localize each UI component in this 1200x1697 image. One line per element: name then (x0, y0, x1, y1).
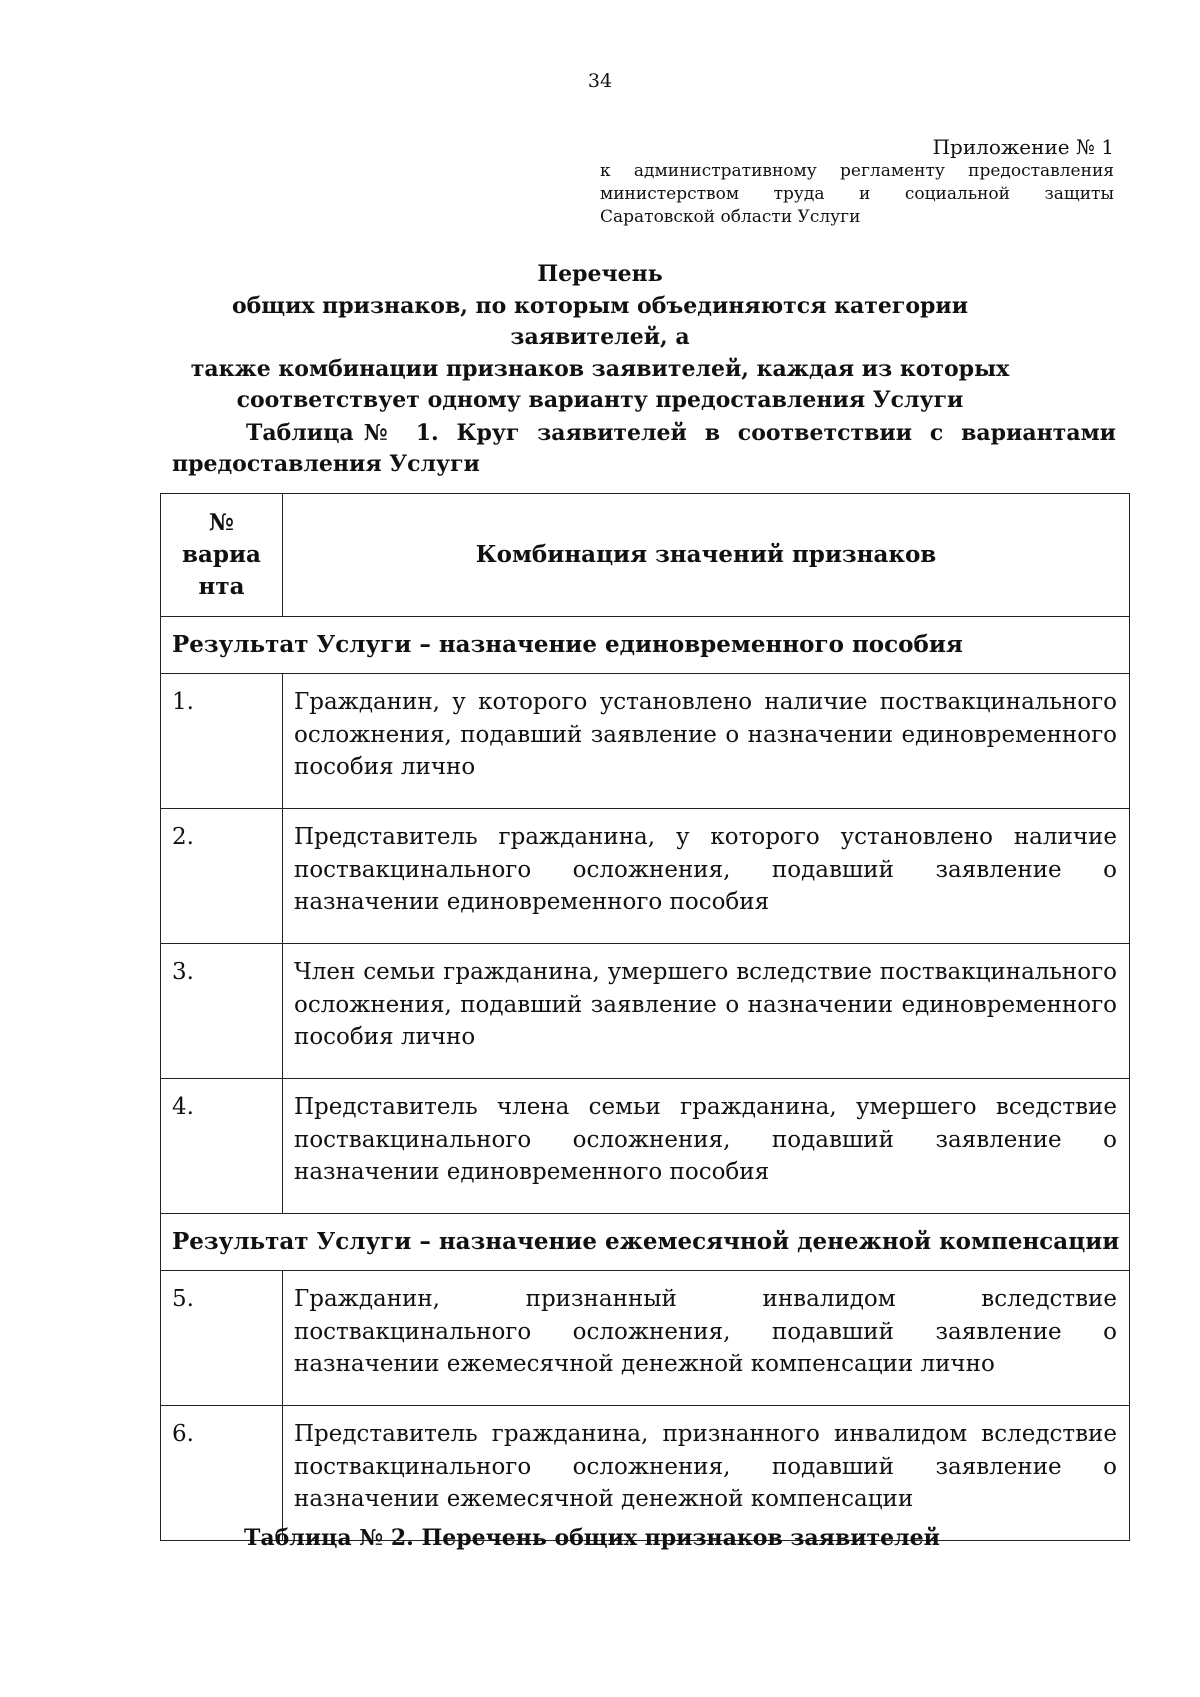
variant-description: Представитель гражданина, признанного инвалидом вследствие поствакцинального осложнения, подавший заявление о назначении ежемесячной денежной компенсации (283, 1406, 1130, 1541)
table-row (161, 1079, 1130, 1214)
variant-number: 4. (161, 1079, 283, 1214)
header-combination: Комбинация значений признаков (283, 494, 1130, 617)
table-row (161, 809, 1130, 944)
variant-description: Представитель гражданина, у которого установлено наличие поствакцинального осложнения, подавший заявление о назначении единовременного пособия (283, 809, 1130, 944)
appendix-block (600, 134, 1114, 229)
variant-number: 1. (161, 674, 283, 809)
table-row (161, 1406, 1130, 1541)
table-1-caption-line-1: Таблица№ 1. Круг заявителей в соответствии с вариантами (246, 420, 1116, 446)
heading-line-4: соответствует одному варианту предоставления Услуги (236, 387, 964, 413)
variant-number: 5. (161, 1271, 283, 1406)
table-1-caption-line-2: предоставления Услуги (172, 451, 480, 477)
variant-description: Гражданин, у которого установлено наличие поствакцинального осложнения, подавший заявление о назначении единовременного пособия лично (283, 674, 1130, 809)
variant-description: Гражданин, признанный инвалидом вследствие поствакцинального осложнения, подавший заявление о назначении ежемесячной денежной компенсации лично (283, 1271, 1130, 1406)
variant-description: Член семьи гражданина, умершего вследствие поствакцинального осложнения, подавший заявление о назначении единовременного пособия лично (283, 944, 1130, 1079)
document-heading (150, 259, 1050, 417)
table-header-row (161, 494, 1130, 617)
table-row (161, 944, 1130, 1079)
variants-table (160, 493, 1130, 1541)
page-number: 34 (587, 70, 613, 92)
section-title: Результат Услуги – назначение ежемесячной денежной компенсации (161, 1214, 1130, 1271)
heading-line-1: Перечень (537, 261, 663, 287)
header-num-line-1: № (209, 509, 234, 536)
variant-number: 6. (161, 1406, 283, 1541)
section-row-monthly-compensation (161, 1214, 1130, 1271)
table-2-caption: Таблица № 2. Перечень общих признаков заявителей (244, 1525, 940, 1551)
variant-number: 3. (161, 944, 283, 1079)
header-num-line-2: вариа (182, 541, 261, 568)
table-row (161, 674, 1130, 809)
variant-description: Представитель члена семьи гражданина, умершего вседствие поствакцинального осложнения, подавший заявление о назначении единовременного пособия (283, 1079, 1130, 1214)
header-variant-number (161, 494, 283, 617)
appendix-title: Приложение № 1 (932, 135, 1114, 159)
table-1-caption (172, 418, 1116, 480)
section-title: Результат Услуги – назначение единовременного пособия (161, 617, 1130, 674)
variant-number: 2. (161, 809, 283, 944)
appendix-text: к административному регламенту предоставления министерством труда и социальной защиты Саратовской области Услуги (600, 161, 1114, 227)
heading-line-2: общих признаков, по которым объединяются категории заявителей, а (231, 292, 969, 350)
section-row-lump-sum (161, 617, 1130, 674)
heading-line-3: также комбинации признаков заявителей, каждая из которых (190, 355, 1010, 382)
header-num-line-3: нта (198, 573, 245, 600)
table-row (161, 1271, 1130, 1406)
